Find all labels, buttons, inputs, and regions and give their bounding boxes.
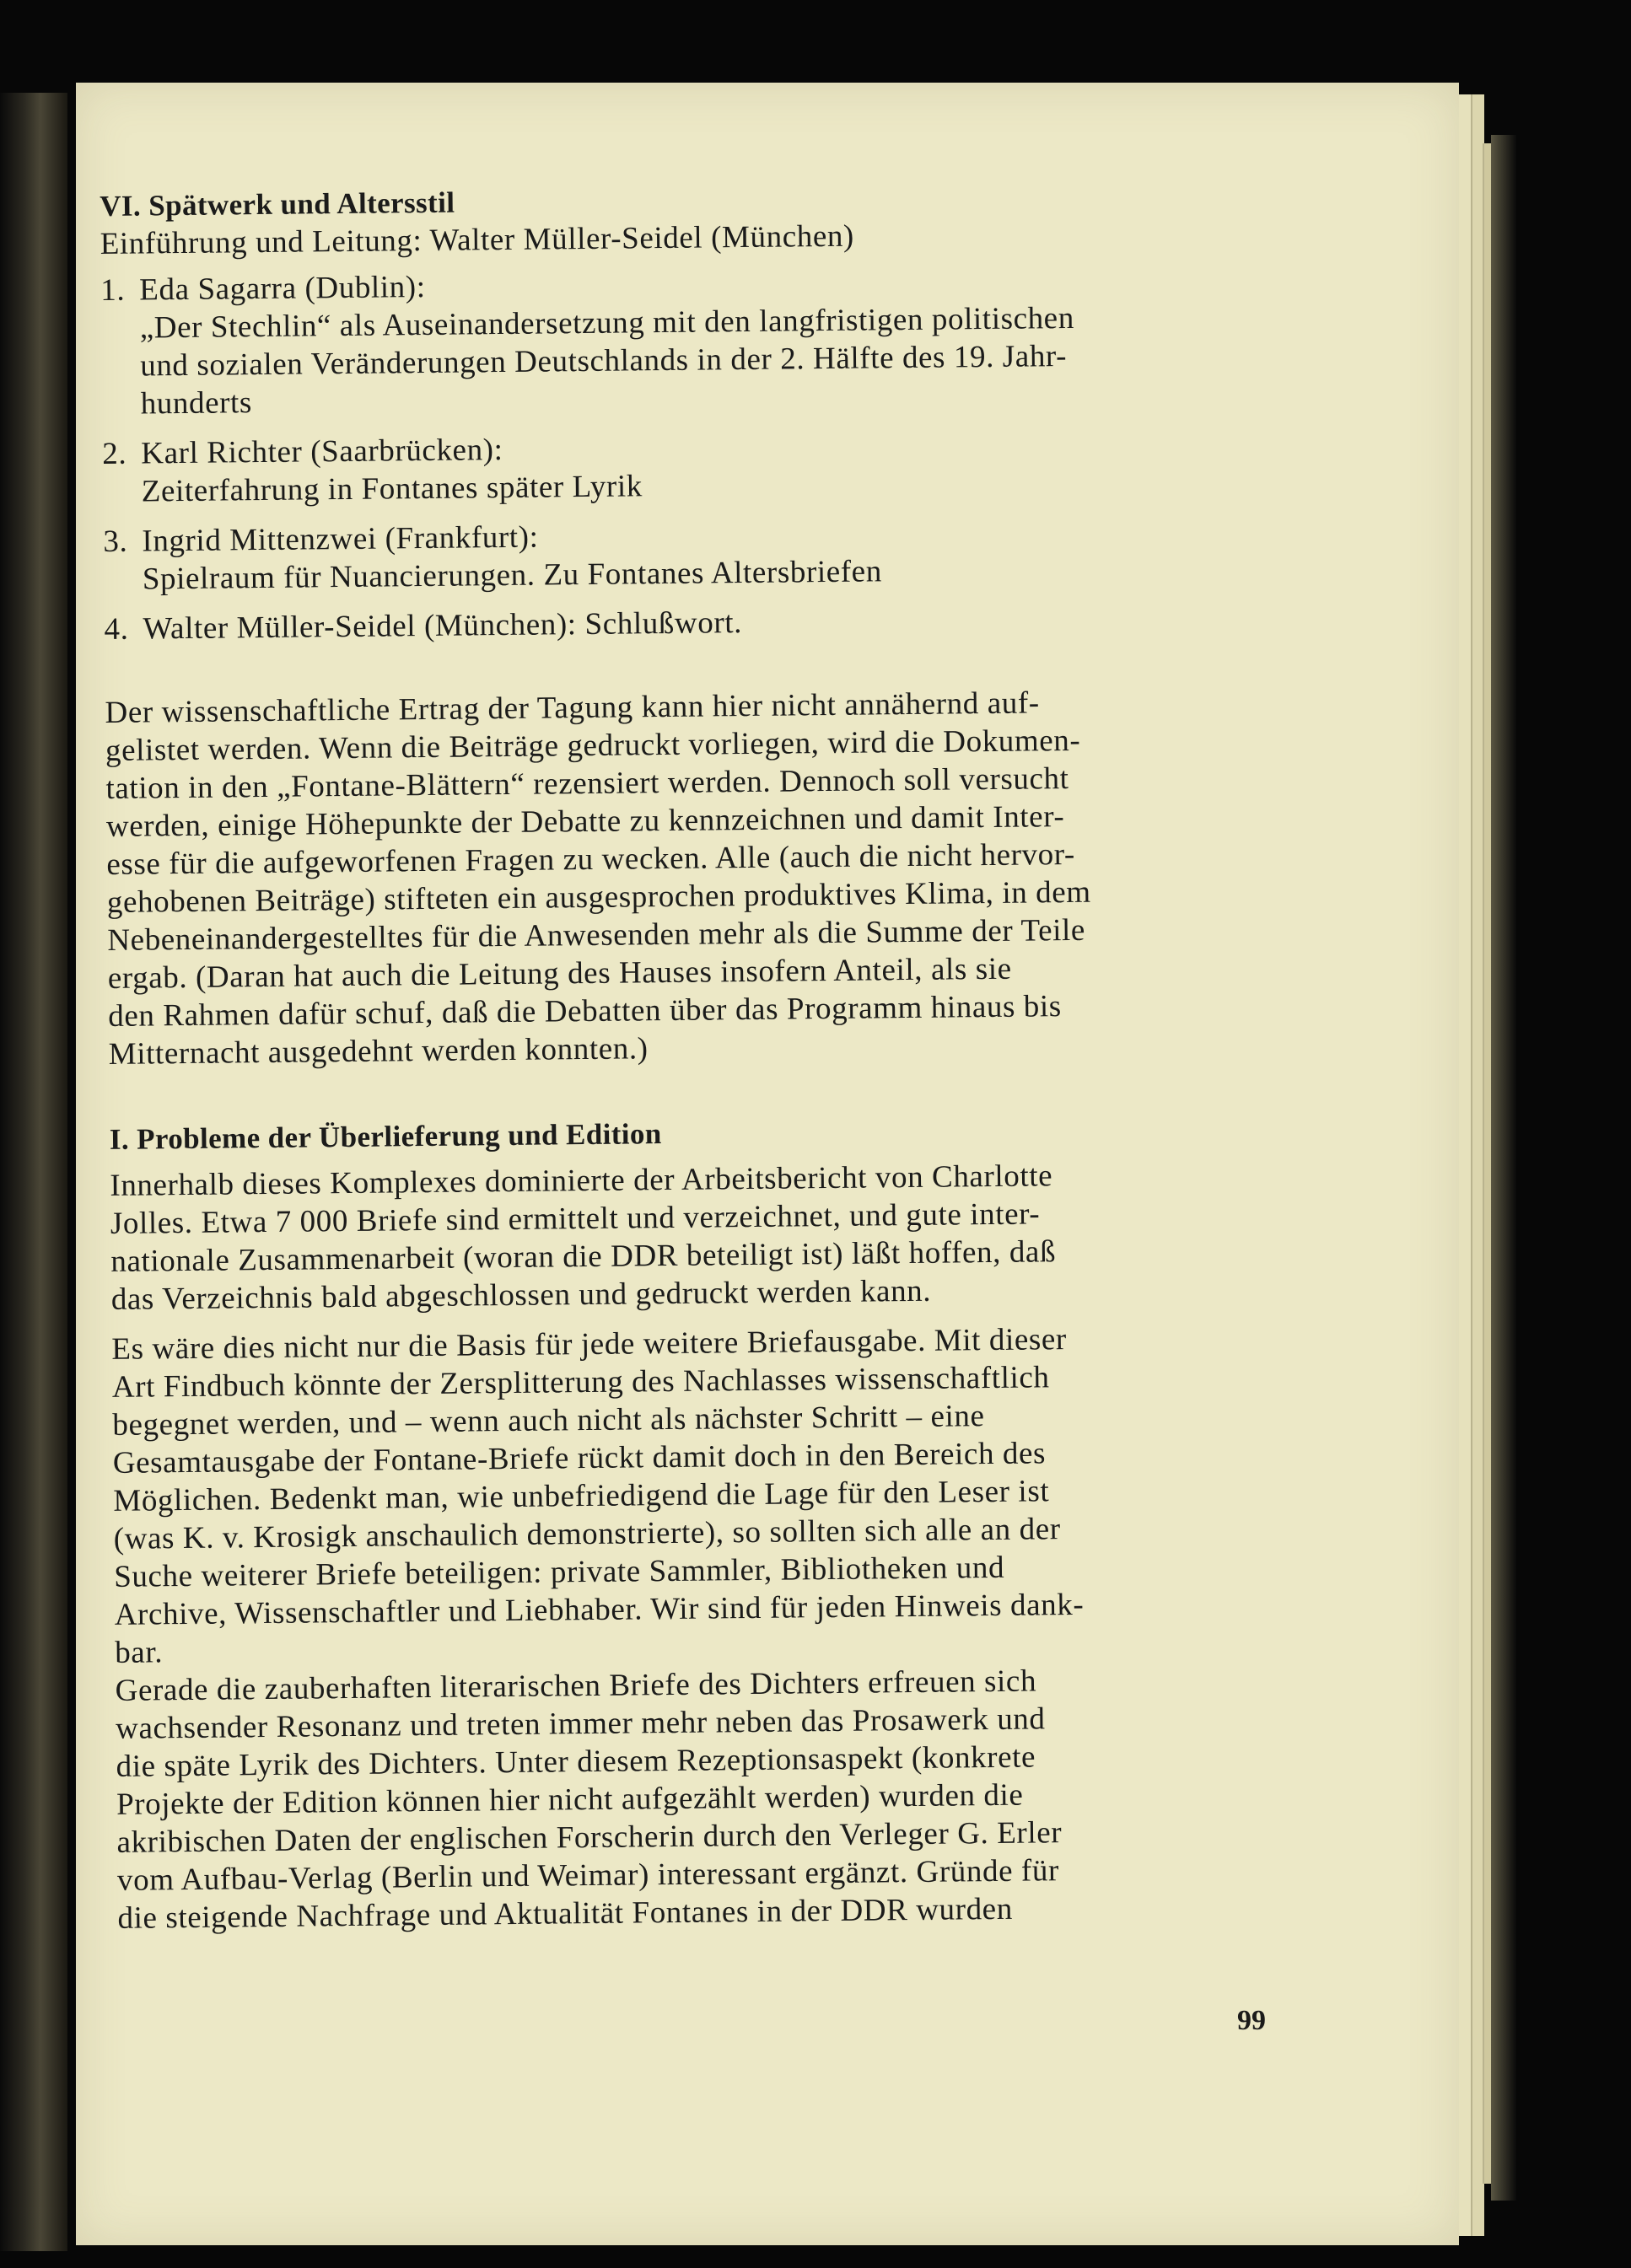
text-line: bar.	[114, 1635, 164, 1670]
program-item	[102, 422, 1288, 511]
page-number: 99	[1237, 2005, 1266, 2036]
text-line: gehobenen Beiträge) stifteten ein ausgesprochen produktives Klima, in dem	[106, 874, 1091, 920]
text-line: Mitternacht ausgedehnt werden konnten.)	[108, 1031, 649, 1072]
text-line: das Verzeichnis bald abgeschlossen und gedruckt werden kann.	[110, 1273, 932, 1317]
item-speaker: Ingrid Mittenzwei (Frankfurt):	[142, 519, 539, 559]
text-line: den Rahmen dafür schuf, daß die Debatten über das Programm hinaus bis	[108, 989, 1063, 1034]
binding-shadow	[1491, 135, 1516, 2201]
item-number: 4.	[104, 611, 129, 647]
text-line: Art Findbuch könnte der Zersplitterung des Nachlasses wissenschaftlich	[111, 1360, 1050, 1405]
item-number: 3.	[103, 524, 128, 559]
program-item	[100, 259, 1287, 423]
text-line: tation in den „Fontane-Blättern“ rezensiert werden. Dennoch soll versucht	[105, 761, 1069, 806]
item-title-line: „Der Stechlin“ als Auseinandersetzung mit den langfristigen politischen	[139, 300, 1075, 346]
text-line: Archive, Wissenschaftler und Liebhaber. Wir sind für jeden Hinweis dank-	[114, 1587, 1085, 1632]
paragraph	[115, 1659, 1302, 1937]
text-line: Innerhalb dieses Komplexes dominierte der Arbeitsbericht von Charlotte	[110, 1158, 1053, 1203]
text-line: werden, einige Höhepunkte der Debatte zu kennzeichnen und damit Inter-	[105, 799, 1065, 844]
item-title-line: Zeiterfahrung in Fontanes später Lyrik	[141, 469, 643, 509]
item-number: 1.	[100, 272, 126, 308]
text-line: begegnet werden, und – wenn auch nicht als nächster Schritt – eine	[112, 1399, 985, 1443]
item-title-line: hunderts	[140, 385, 253, 422]
text-line: wachsender Resonanz und treten immer mehr neben das Prosawerk und	[115, 1701, 1046, 1746]
text-line: nationale Zusammenarbeit (woran die DDR beteiligt ist) läßt hoffen, daß	[110, 1234, 1057, 1279]
item-title-line: und sozialen Veränderungen Deutschlands in der 2. Hälfte des 19. Jahr-	[140, 339, 1068, 384]
text-line: esse für die aufgeworfenen Fragen zu wecken. Alle (auch die nicht hervor-	[106, 836, 1076, 882]
text-line: Projekte der Edition können hier nicht aufgezählt werden) wurden die	[116, 1777, 1024, 1822]
item-speaker: Karl Richter (Saarbrücken):	[141, 433, 503, 471]
text-line: die späte Lyrik des Dichters. Unter diesem Rezeptionsaspekt (konkrete	[116, 1739, 1036, 1784]
section-intro: Einführung und Leitung: Walter Müller-Seidel (München)	[100, 218, 855, 261]
item-speaker: Walter Müller-Seidel (München): Schlußwort.	[143, 605, 743, 647]
item-title-line: Spielraum für Nuancierungen. Zu Fontanes Altersbriefen	[142, 554, 883, 597]
text-line: Es wäre dies nicht nur die Basis für jede weitere Briefausgabe. Mit dieser	[111, 1322, 1068, 1367]
page-text	[100, 175, 1303, 1937]
text-line: Der wissenschaftliche Ertrag der Tagung kann hier nicht annähernd auf-	[105, 685, 1040, 730]
program-item	[104, 598, 1289, 648]
text-line: akribischen Daten der englischen Forscherin durch den Verleger G. Erler	[116, 1815, 1063, 1860]
text-line: ergab. (Daran hat auch die Leitung des Hauses insofern Anteil, als sie	[107, 951, 1012, 996]
paragraph	[105, 681, 1294, 1073]
section-heading: I. Probleme der Überlieferung und Edition	[109, 1117, 662, 1156]
item-speaker: Eda Sagarra (Dublin):	[139, 269, 426, 308]
text-line: die steigende Nachfrage und Aktualität Fontanes in der DDR wurden	[117, 1891, 1014, 1936]
section-heading: VI. Spätwerk und Altersstil	[100, 185, 455, 223]
facing-page-edge	[0, 93, 67, 2251]
paragraph	[110, 1154, 1296, 1319]
text-line: Gerade die zauberhaften literarischen Briefe des Dichters erfreuen sich	[115, 1663, 1037, 1708]
text-line: vom Aufbau-Verlag (Berlin und Weimar) interessant ergänzt. Gründe für	[116, 1853, 1060, 1898]
text-line: gelistet werden. Wenn die Beiträge gedruckt vorliegen, wird die Dokumen-	[105, 723, 1081, 768]
text-line: Möglichen. Bedenkt man, wie unbefriedigend die Lage für den Leser ist	[113, 1474, 1050, 1518]
text-line: (was K. v. Krosigk anschaulich demonstrierte), so sollten sich alle an der	[113, 1512, 1061, 1556]
item-number: 2.	[102, 436, 127, 471]
program-item	[103, 510, 1289, 599]
text-line: Suche weiterer Briefe beteiligen: private Sammler, Bibliotheken und	[114, 1550, 1005, 1594]
text-line: Nebeneinandergestelltes für die Anwesenden mehr als die Summe der Teile	[107, 912, 1086, 958]
text-line: Jolles. Etwa 7 000 Briefe sind ermittelt und verzeichnet, und gute inter-	[110, 1196, 1041, 1241]
text-line: Gesamtausgabe der Fontane-Briefe rückt damit doch in den Bereich des	[112, 1436, 1047, 1481]
paragraph	[111, 1318, 1300, 1672]
